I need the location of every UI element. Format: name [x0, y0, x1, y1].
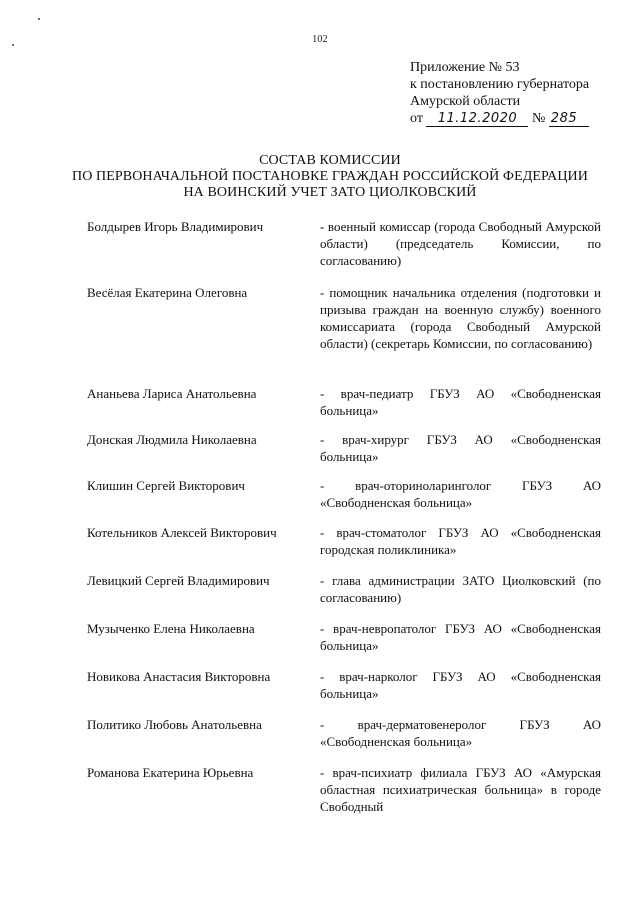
- member-name: Весёлая Екатерина Олеговна: [87, 285, 248, 300]
- number-prefix: №: [531, 111, 546, 126]
- member-name: Романова Екатерина Юрьевна: [87, 765, 254, 780]
- member-role: - врач-невропатолог ГБУЗ АО «Свободненская больница»: [320, 621, 601, 653]
- appendix-line: Амурской области: [410, 94, 521, 109]
- member-role: - врач-хирург ГБУЗ АО «Свободненская больница»: [320, 432, 601, 464]
- title-line: СОСТАВ КОМИССИИ: [259, 153, 401, 168]
- document-title: [60, 153, 600, 201]
- appendix-date-line: [410, 110, 620, 127]
- handwritten-number: 285: [549, 112, 589, 127]
- member-role: - военный комиссар (города Свободный Амурской области) (председатель Комиссии, по согласованию): [320, 219, 601, 268]
- member-role: - глава администрации ЗАТО Циолковский (по согласованию): [320, 573, 601, 605]
- scan-speck: [38, 18, 40, 20]
- title-line: ПО ПЕРВОНАЧАЛЬНОЙ ПОСТАНОВКЕ ГРАЖДАН РОССИЙСКОЙ ФЕДЕРАЦИИ: [72, 169, 588, 184]
- member-name: Ананьева Лариса Анатольевна: [87, 386, 257, 401]
- member-name: Политико Любовь Анатольевна: [87, 717, 262, 732]
- member-name: Клишин Сергей Викторович: [87, 478, 245, 493]
- member-name: Донская Людмила Николаевна: [87, 432, 257, 447]
- member-name: Котельников Алексей Викторович: [87, 525, 277, 540]
- handwritten-date: 11.12.2020: [426, 112, 528, 127]
- date-prefix: от: [410, 111, 423, 126]
- member-role: - врач-психиатр филиала ГБУЗ АО «Амурская областная психиатрическая больница» в городе Свободный: [320, 765, 601, 814]
- appendix-line: Приложение № 53: [410, 60, 520, 75]
- member-name: Музыченко Елена Николаевна: [87, 621, 255, 636]
- member-role: - врач-нарколог ГБУЗ АО «Свободненская больница»: [320, 669, 601, 701]
- member-role: - врач-оториноларинголог ГБУЗ АО «Свободненская больница»: [320, 478, 601, 510]
- member-name: Болдырев Игорь Владимирович: [87, 219, 264, 234]
- appendix-header: [410, 59, 620, 127]
- member-role: - помощник начальника отделения (подготовки и призыва граждан на военную службу) военного комиссариата (города Свободный Амурской области) (секретарь Комиссии, по согласованию): [320, 285, 601, 351]
- member-name: Новикова Анастасия Викторовна: [87, 669, 271, 684]
- appendix-line: к постановлению губернатора: [410, 77, 590, 92]
- page-number: 102: [312, 34, 328, 45]
- title-line: НА ВОИНСКИЙ УЧЕТ ЗАТО ЦИОЛКОВСКИЙ: [183, 185, 477, 200]
- member-role: - врач-педиатр ГБУЗ АО «Свободненская больница»: [320, 386, 601, 418]
- member-role: - врач-дерматовенеролог ГБУЗ АО «Свободненская больница»: [320, 717, 601, 749]
- member-role: - врач-стоматолог ГБУЗ АО «Свободненская городская поликлиника»: [320, 525, 601, 557]
- member-name: Левицкий Сергей Владимирович: [87, 573, 270, 588]
